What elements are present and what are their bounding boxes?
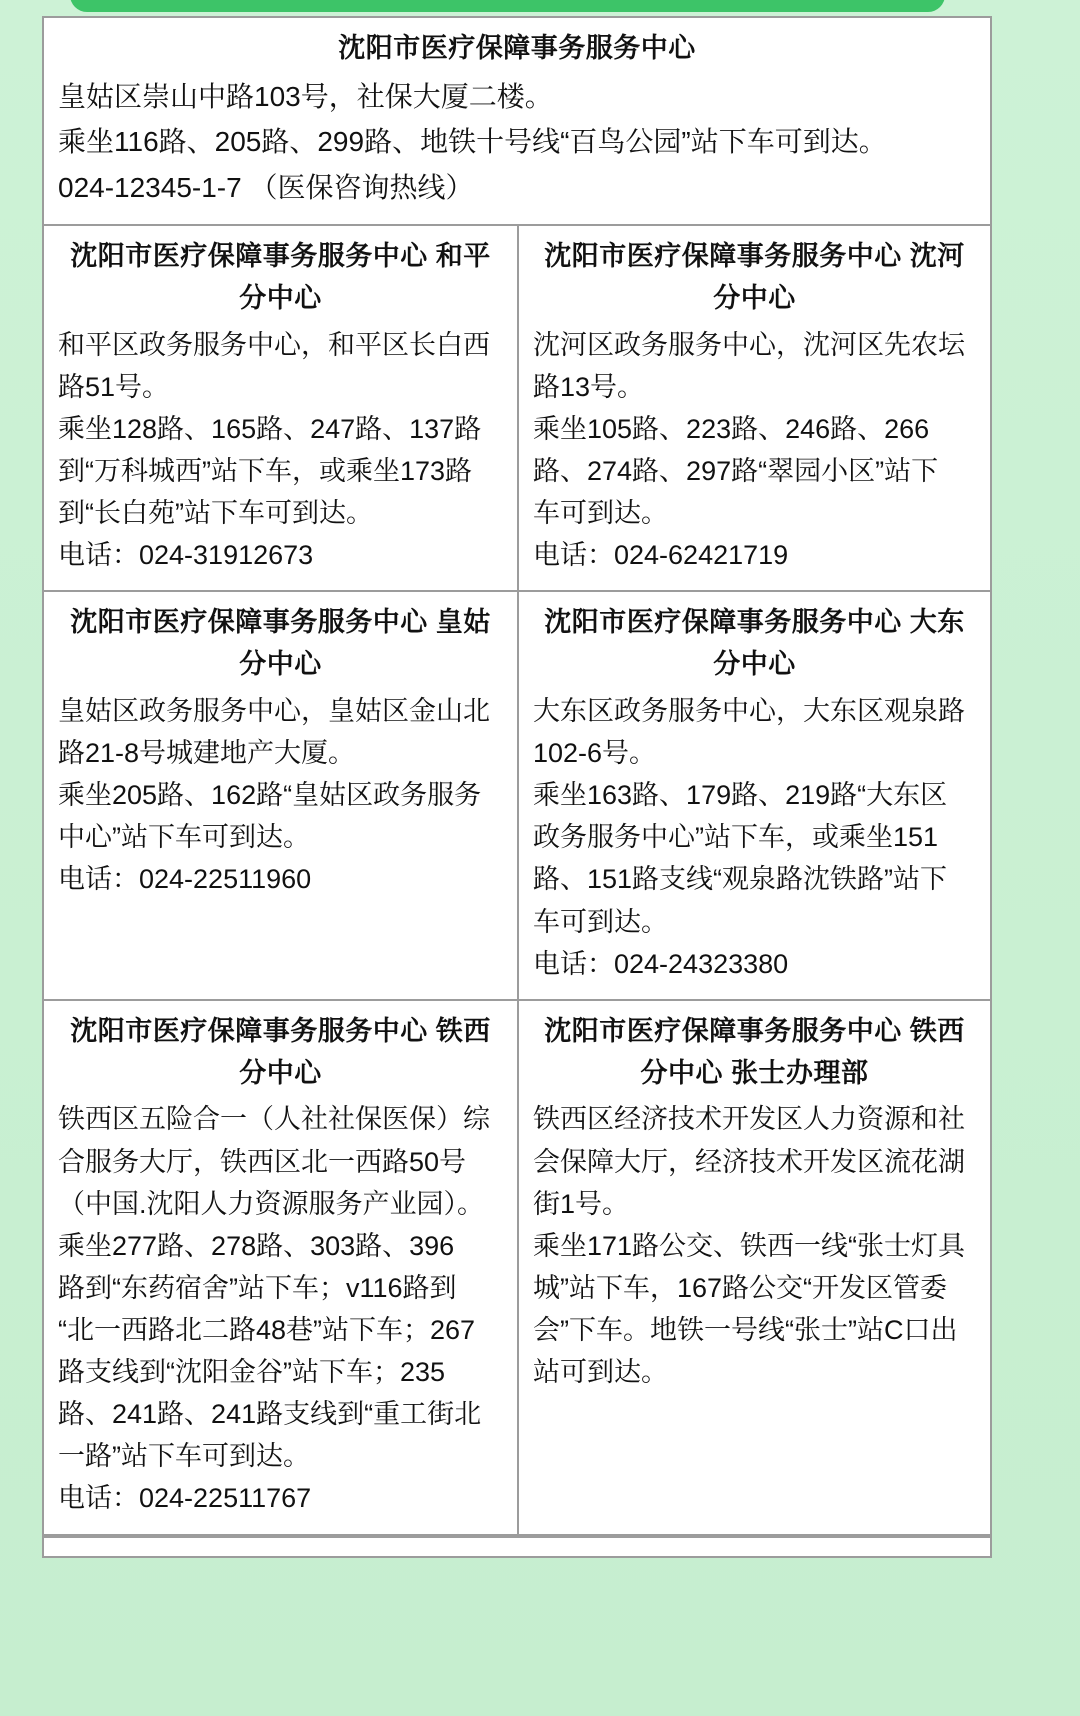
body-line: 到“长白苑”站下车可到达。	[58, 498, 373, 529]
cell-body	[533, 690, 976, 985]
body-line: （中国.沈阳人力资源服务产业园）。	[58, 1188, 485, 1219]
title-line: 沈阳市医疗保障事务服务中心	[544, 607, 902, 638]
body-line: 电话：024-62421719	[533, 540, 789, 571]
service-center-cell-main	[44, 18, 990, 224]
body-line: “北一西路北二路48巷”站下车；267	[58, 1314, 476, 1345]
body-line: 路到“东药宿舍”站下车；v116路到	[58, 1272, 457, 1303]
title-line: 沈阳市医疗保障事务服务中心	[70, 1015, 428, 1046]
body-line: 乘坐205路、162路“皇姑区政务服务	[58, 780, 482, 811]
body-line: 铁西区经济技术开发区人力资源和社	[533, 1104, 965, 1135]
body-line: 路、151路支线“观泉路沈铁路”站下	[533, 864, 948, 895]
body-line: 会保障大厅，经济技术开发区流花湖	[533, 1146, 965, 1177]
service-center-cell-tiexi	[44, 1001, 517, 1534]
title-line: 皇姑分中心	[239, 607, 491, 680]
table-row	[44, 18, 990, 226]
title-line: 和平分中心	[239, 240, 491, 313]
service-center-cell-huanggu	[44, 592, 517, 998]
body-line: 乘坐171路公交、铁西一线“张士灯具	[533, 1230, 966, 1261]
cell-title	[58, 602, 503, 686]
table-row	[44, 592, 990, 1000]
title-line: 沈阳市医疗保障事务服务中心	[544, 1015, 902, 1046]
body-line: 大东区政务服务中心，大东区观泉路	[533, 695, 965, 726]
cell-title	[533, 602, 976, 686]
service-center-cell-heping	[44, 226, 517, 590]
body-line: 乘坐105路、223路、246路、266	[533, 413, 930, 444]
body-line: 皇姑区政务服务中心，皇姑区金山北	[58, 695, 490, 726]
body-line: 和平区政务服务中心，和平区长白西	[58, 329, 490, 360]
body-line: 合服务大厅，铁西区北一西路50号	[58, 1146, 467, 1177]
body-line: 乘坐116路、205路、299路、地铁十号线“百鸟公园”站下车可到达。	[58, 126, 887, 158]
body-line: 中心”站下车可到达。	[58, 822, 310, 853]
body-line: 城”站下车，167路公交“开发区管委	[533, 1272, 948, 1303]
body-line: 024-12345-1-7 （医保咨询热线）	[58, 171, 474, 203]
table-row	[44, 226, 990, 592]
title-line: 铁西分中心	[239, 1015, 491, 1088]
body-line: 会”下车。地铁一号线“张士”站C口出	[533, 1314, 958, 1345]
cell-body	[58, 324, 503, 577]
body-line: 路13号。	[533, 371, 645, 402]
title-line: 沈阳市医疗保障事务服务中心	[70, 607, 428, 638]
title-line: 大东分中心	[713, 607, 965, 680]
service-center-cell-tiexi-zhangshi	[517, 1001, 990, 1534]
body-line: 铁西区五险合一（人社社保医保）综	[58, 1104, 490, 1135]
body-line: 沈河区政务服务中心，沈河区先农坛	[533, 329, 965, 360]
cell-title	[58, 1011, 503, 1095]
body-line: 电话：024-31912673	[58, 540, 314, 571]
title-line: 沈阳市医疗保障事务服务中心	[338, 33, 696, 63]
body-line: 到“万科城西”站下车，或乘坐173路	[58, 455, 473, 486]
cell-body	[58, 690, 503, 901]
body-line: 车可到达。	[533, 906, 668, 937]
body-line: 电话：024-24323380	[533, 948, 789, 979]
cell-title	[533, 236, 976, 320]
body-line: 街1号。	[533, 1188, 630, 1219]
body-line: 政务服务中心”站下车，或乘坐151	[533, 822, 939, 853]
top-green-banner	[70, 0, 945, 12]
body-line: 路51号。	[58, 371, 170, 402]
service-center-table	[42, 16, 992, 1558]
body-line: 皇姑区崇山中路103号，社保大厦二楼。	[58, 80, 553, 112]
body-line: 路、274路、297路“翠园小区”站下	[533, 455, 939, 486]
cell-body	[58, 1098, 503, 1519]
body-line: 路21-8号城建地产大厦。	[58, 738, 356, 769]
body-line: 102-6号。	[533, 738, 657, 769]
cell-body	[58, 74, 976, 210]
body-line: 路支线到“沈阳金谷”站下车；235	[58, 1357, 446, 1388]
table-row-partial	[44, 1536, 990, 1556]
title-line: 铁西分中心 张士办理部	[640, 1015, 965, 1088]
title-line: 沈阳市医疗保障事务服务中心	[544, 240, 902, 271]
body-line: 电话：024-22511767	[58, 1483, 312, 1514]
title-line: 沈阳市医疗保障事务服务中心	[70, 240, 428, 271]
body-line: 路、241路、241路支线到“重工街北	[58, 1399, 482, 1430]
body-line: 车可到达。	[533, 498, 668, 529]
body-line: 一路”站下车可到达。	[58, 1441, 310, 1472]
cell-title	[533, 1011, 976, 1095]
body-line: 乘坐128路、165路、247路、137路	[58, 413, 482, 444]
cell-body	[533, 1098, 976, 1393]
cell-title	[58, 28, 976, 70]
body-line: 站可到达。	[533, 1357, 668, 1388]
table-row	[44, 1001, 990, 1536]
cell-title	[58, 236, 503, 320]
service-center-cell-shenhe	[517, 226, 990, 590]
body-line: 乘坐277路、278路、303路、396	[58, 1230, 455, 1261]
body-line: 乘坐163路、179路、219路“大东区	[533, 780, 948, 811]
service-center-cell-dadong	[517, 592, 990, 998]
body-line: 电话：024-22511960	[58, 864, 312, 895]
cell-body	[533, 324, 976, 577]
title-line: 沈河分中心	[713, 240, 965, 313]
